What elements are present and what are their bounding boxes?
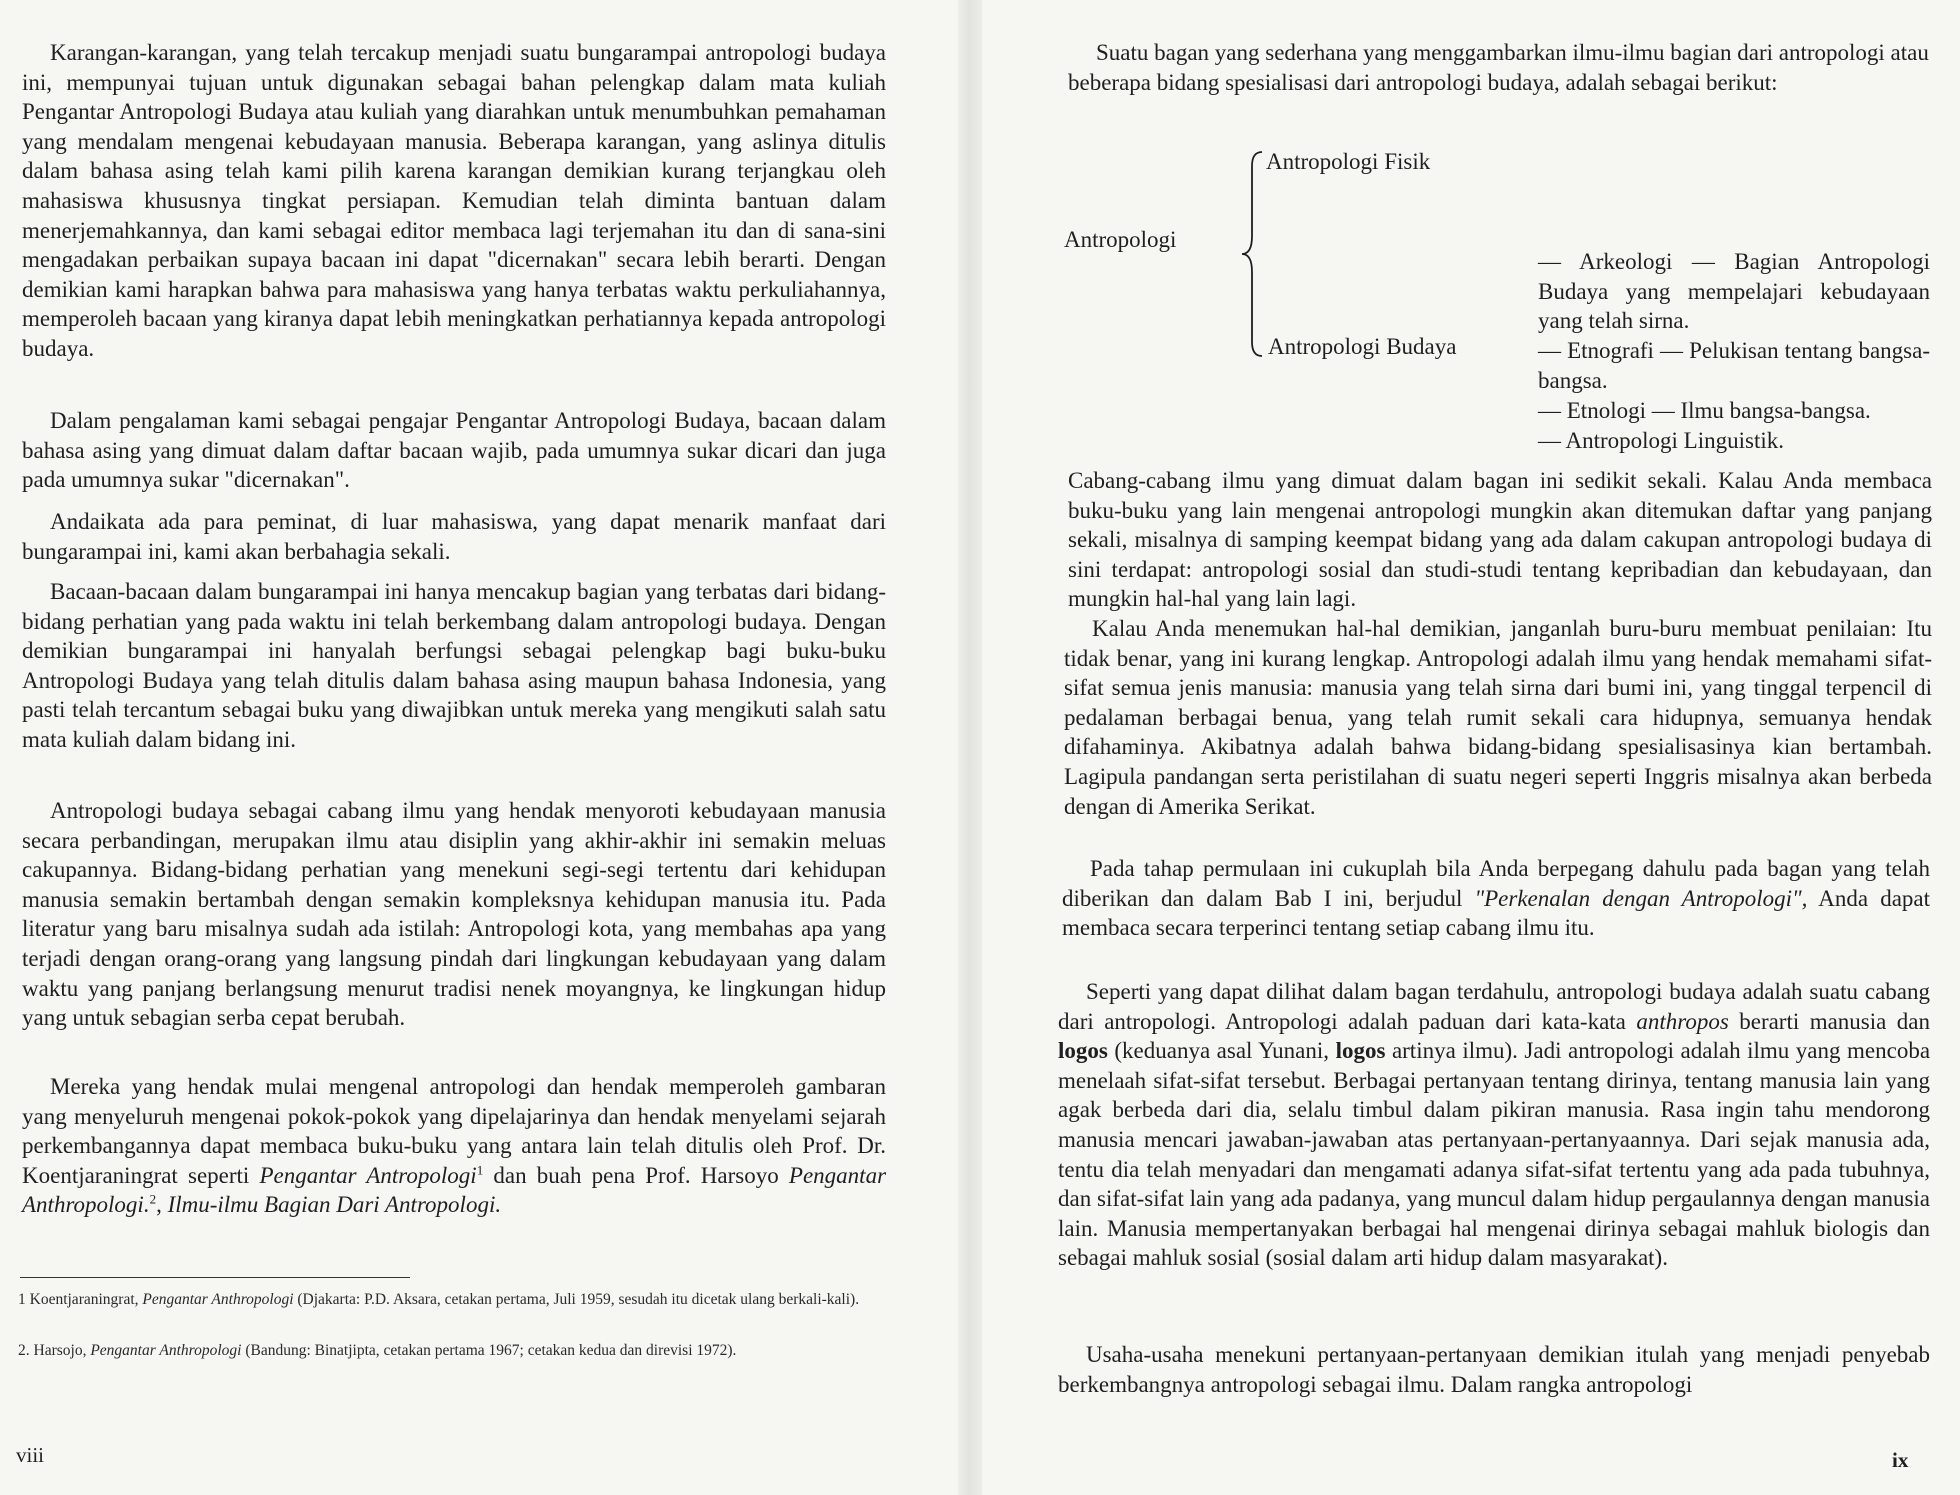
right-paragraph-5: Usaha-usaha menekuni pertanyaan-pertanyaan demikian itulah yang menjadi penyebab berkembangnya antropologi sebagai ilmu. Dalam rangka antropologi (1058, 1342, 1930, 1397)
left-paragraph-2: Dalam pengalaman kami sebagai pengajar Pengantar Antropologi Budaya, bacaan dalam bahasa asing yang dimuat dalam daftar bacaan wajib, pada umumnya sukar dicari dan juga pada umumnya sukar "dicernakan". (22, 408, 886, 493)
right-paragraph-1: Cabang-cabang ilmu yang dimuat dalam bagan ini sedikit sekali. Kalau Anda membaca buku-buku yang lain mengenai antropologi mungkin akan ditemukan daftar yang panjang sekali, misalnya di samping keempat bidang yang ada dalam cakupan antropologi budaya di sini terdapat: antropologi sosial dan studi-studi tentang kepribadian dan kebudayaan, dan mungkin hal-hal yang lain lagi. (1068, 468, 1932, 612)
term-logos: logos (1058, 1038, 1108, 1064)
subfield-etnografi: — Etnografi — Pelukisan tentang bangsa-bangsa. (1538, 338, 1930, 393)
footnote-author: Koentjaraningrat, (29, 1291, 139, 1308)
footnote-author: Harsojo, (33, 1342, 87, 1359)
p5-text-d: artinya ilmu). Jadi antropologi adalah ilmu yang mencoba menelaah sifat-sifat tersebut. Berbagai pertanyaan tentang dirinya, tentang manusia lain yang agak berbeda dari dia, selalu timbul dalam pikiran manusia. Rasa ingin tahu mendorong manusia mencari jawaban-jawaban atas pertanyaan-pertanyaannya. Dari sejak manusia ada, tentu dia telah menyadari dan mengamati adanya sifat-sifat tertentu yang ada pada tubuhnya, dan sifat-sifat lain yang ada padanya, yang muncul dalam hidup pergaulannya dengan manusia lain. Manusia mempertanyakan berbagai hal mengenai dirinya sebagai mahluk biologis dan sebagai mahluk sosial (sosial dalam arti hidup dalam masyarakat). (1058, 1038, 1931, 1271)
diagram-branch-budaya: Antropologi Budaya (1268, 334, 1457, 359)
p5-text-c: (keduanya asal Yunani, (1114, 1038, 1330, 1064)
left-paragraph-6 (22, 1072, 886, 1220)
left-paragraph-1: Karangan-karangan, yang telah tercakup menjadi suatu bungarampai antropologi budaya ini, mempunyai tujuan untuk digunakan sebagai bahan pelengkap dalam mata kuliah Pengantar Antropologi Budaya atau kuliah yang diarahkan untuk menumbuhkan pemahaman yang mendalam mengenai kebudayaan manusia. Beberapa karangan, yang aslinya ditulis dalam bahasa asing telah kami pilih karena karangan demikian kurang terjangkau oleh mahasiswa khususnya tingkat persiapan. Kemudian telah diminta bantuan dalam menerjemahkannya, dan kami sebagai editor membaca lagi terjemahan itu dan di sana-sini mengadakan perbaikan supaya bacaan ini dapat "dicernakan" secara lebih berarti. Dengan demikian kami harapkan bahwa para mahasiswa yang hanya terbatas waktu perkuliahannya, memperoleh bacaan yang kiranya dapat lebih meningkatkan perhatiannya kepada antropologi budaya. (22, 40, 886, 361)
right-paragraph-3 (1062, 854, 1930, 943)
page-number-left: viii (16, 1443, 45, 1467)
footnote-number: 2. (18, 1342, 30, 1359)
term-anthropos: anthropos (1636, 1008, 1729, 1034)
left-paragraph-4: Bacaan-bacaan dalam bungarampai ini hanya mencakup bagian yang terbatas dari bidang-bidang perhatian yang pada waktu ini telah berkembang dalam antropologi budaya. Dengan demikian bungarampai ini hanyalah berfungsi sebagai pelengkap bagi buku-buku Antropologi Budaya yang telah ditulis dalam bahasa asing maupun bahasa Indonesia, yang pasti telah tercantum sebagai buku yang diwajibkan untuk mereka yang mengikuti salah satu mata kuliah dalam bidang ini. (22, 579, 886, 752)
footnote-1 (18, 1290, 908, 1310)
p6-text-b: dan buah pena Prof. Harsoyo (493, 1162, 779, 1188)
diagram-brace (1240, 150, 1264, 358)
footnote-divider (20, 1277, 410, 1278)
diagram-root: Antropologi (1064, 227, 1177, 252)
diagram-branch-fisik: Antropologi Fisik (1266, 149, 1431, 174)
right-paragraph-4 (1058, 977, 1930, 1273)
left-paragraph-5: Antropologi budaya sebagai cabang ilmu yang hendak menyoroti kebudayaan manusia secara perbandingan, merupakan ilmu atau disiplin yang akhir-akhir ini semakin meluas cakupannya. Bidang-bidang perhatian yang menekuni segi-segi tertentu dari kehidupan manusia semakin bertambah dengan semakin kompleksnya kehidupan manusia itu. Pada literatur yang baru misalnya sudah ada istilah: Antropologi kota, yang membahas apa yang terjadi dengan orang-orang yang langsung pindah dari lingkungan kebudayaan yang dalam waktu yang panjang berlangsung menurut tradisi nenek moyangnya, ke lingkungan hidup yang untuk sebagian serba cepat berubah. (22, 798, 886, 1031)
p6-text-c: , (156, 1192, 162, 1218)
term-logos-2: logos (1335, 1038, 1386, 1064)
book-title-ilmu-ilmu-bagian: Ilmu-ilmu Bagian Dari Antropologi. (167, 1192, 502, 1218)
subfield-etnologi: — Etnologi — Ilmu bangsa-bangsa. (1538, 398, 1871, 423)
right-paragraph-2: Kalau Anda menemukan hal-hal demikian, janganlah buru-buru membuat penilaian: Itu tidak benar, yang ini kurang lengkap. Antropologi adalah ilmu yang hendak memahami sifat-sifat semua jenis manusia: manusia yang telah sirna dari bumi ini, yang tinggal terpencil di pedalaman berbagai benua, yang telah rumit sekali cara hidupnya, semuanya hendak difahaminya. Akibatnya adalah bahwa bidang-bidang spesialisasinya kian bertambah. Lagipula pandangan serta peristilahan di suatu negeri seperti Inggris misalnya akan berbeda dengan di Amerika Serikat. (1064, 616, 1932, 819)
footnote-ref-1: 1 (476, 1162, 484, 1178)
subfield-arkeologi: — Arkeologi — Bagian Antropologi Budaya yang mempelajari kebudayaan yang telah sirna. (1538, 249, 1930, 334)
book-title-pengantar-antropologi: Pengantar Antropologi (259, 1162, 477, 1188)
footnote-ref-2: 2 (149, 1191, 157, 1207)
chapter-title: "Perkenalan dengan Antropologi", (1474, 885, 1808, 911)
page-number-right: ix (1892, 1448, 1909, 1472)
footnote-title: Pengantar Anthropologi (142, 1291, 294, 1308)
p4-text-a: Pada tahap permulaan ini cukuplah bila Anda berpegang dahulu pada bagan yang telah diberikan dan dalam Bab I ini, berjudul (1062, 856, 1930, 911)
footnote-number: 1 (18, 1291, 26, 1308)
subfield-linguistik: — Antropologi Linguistik. (1538, 428, 1784, 453)
footnote-details: (Bandung: Binatjipta, cetakan pertama 1967; cetakan kedua dan direvisi 1972). (245, 1342, 737, 1359)
footnote-2 (18, 1341, 908, 1361)
left-paragraph-3: Andaikata ada para peminat, di luar mahasiswa, yang dapat menarik manfaat dari bungarampai ini, kami akan berbahagia sekali. (22, 509, 886, 564)
p6-text-a: Mereka yang hendak mulai mengenal antropologi dan hendak memperoleh gambaran yang menyeluruh mengenai pokok-pokok yang dipelajarinya dan hendak menyelami sejarah perkembangannya dapat membaca buku-buku yang antara lain telah ditulis oleh Prof. Dr. Koentjaraningrat seperti (22, 1074, 886, 1188)
p4-text-b: Anda dapat membaca secara terperinci tentang setiap cabang ilmu itu. (1062, 885, 1931, 941)
p5-text-a: Seperti yang dapat dilihat dalam bagan terdahulu, antropologi budaya adalah suatu cabang dari antropologi. Antropologi adalah paduan dari kata-kata (1058, 979, 1930, 1034)
p5-text-b: berarti manusia dan (1739, 1008, 1931, 1034)
book-title-pengantar-anthropologi: Pengantar Anthropologi. (22, 1162, 887, 1218)
footnote-details: (Djakarta: P.D. Aksara, cetakan pertama, Juli 1959, sesudah itu dicetak ulang berkali-kali). (297, 1291, 860, 1308)
right-intro-paragraph: Suatu bagan yang sederhana yang menggambarkan ilmu-ilmu bagian dari antropologi atau beberapa bidang spesialisasi dari antropologi budaya, adalah sebagai berikut: (1068, 40, 1929, 95)
footnote-title: Pengantar Anthropologi (90, 1342, 242, 1359)
